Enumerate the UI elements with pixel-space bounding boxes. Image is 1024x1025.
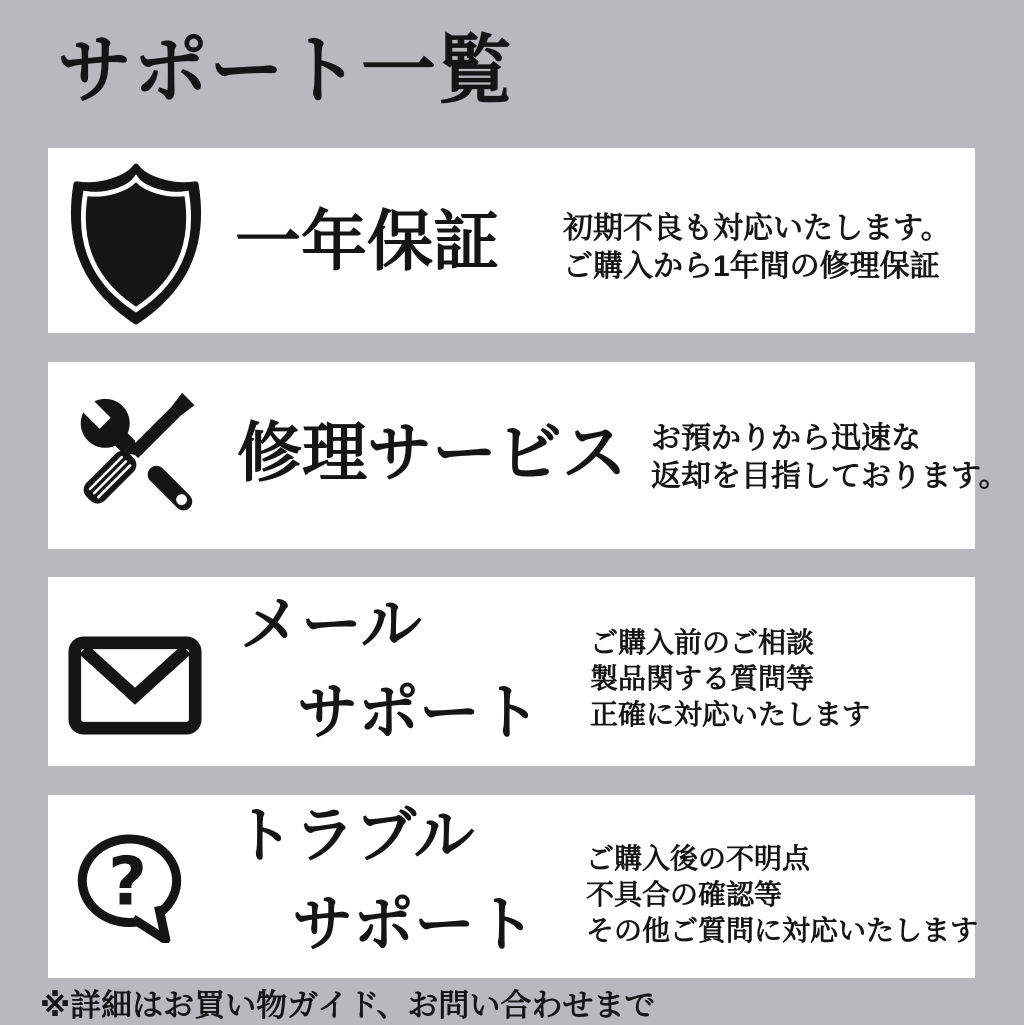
question-bubble-icon — [75, 833, 193, 948]
desc-line: 正確に対応いたします — [590, 699, 871, 730]
card-repair-desc — [651, 420, 1009, 496]
card-mail-support-title-line2: サポート — [297, 678, 542, 746]
card-warranty — [48, 148, 975, 333]
desc-line: ご購入後の不明点 — [586, 843, 811, 874]
desc-line: ご購入から1年間の修理保証 — [563, 250, 940, 283]
mail-icon — [67, 635, 203, 741]
card-mail-support-desc — [590, 625, 870, 733]
wrench-screwdriver-icon — [70, 390, 207, 538]
card-warranty-title: 一年保証 — [235, 204, 499, 278]
card-mail-support-title-line1: メール — [240, 590, 422, 658]
desc-line: 不具合の確認等 — [586, 879, 783, 910]
card-repair-title: 修理サービス — [237, 416, 628, 489]
shield-icon — [60, 163, 212, 330]
desc-line: 初期不良も対応いたします。 — [563, 212, 951, 245]
desc-line: 製品関する質問等 — [590, 663, 815, 694]
card-repair — [48, 362, 1009, 549]
desc-line: お預かりから迅速な — [651, 422, 921, 455]
card-warranty-desc — [563, 210, 951, 286]
desc-line: その他ご質問に対応いたします — [586, 915, 979, 946]
card-mail-support — [48, 577, 975, 766]
card-trouble-support-title-line2: サポート — [292, 890, 537, 958]
page-title: サポート一覧 — [57, 28, 514, 112]
footer-note: ※詳細はお買い物ガイド、お問い合わせまで — [40, 988, 656, 1023]
question-mark-glyph: ? — [108, 842, 148, 921]
card-trouble-support-desc — [586, 841, 978, 949]
card-trouble-support — [48, 795, 979, 978]
desc-line: ご購入前のご相談 — [590, 627, 815, 658]
desc-line: 返却を目指しております。 — [651, 460, 1009, 493]
card-trouble-support-title-line1: トラブル — [233, 801, 475, 869]
